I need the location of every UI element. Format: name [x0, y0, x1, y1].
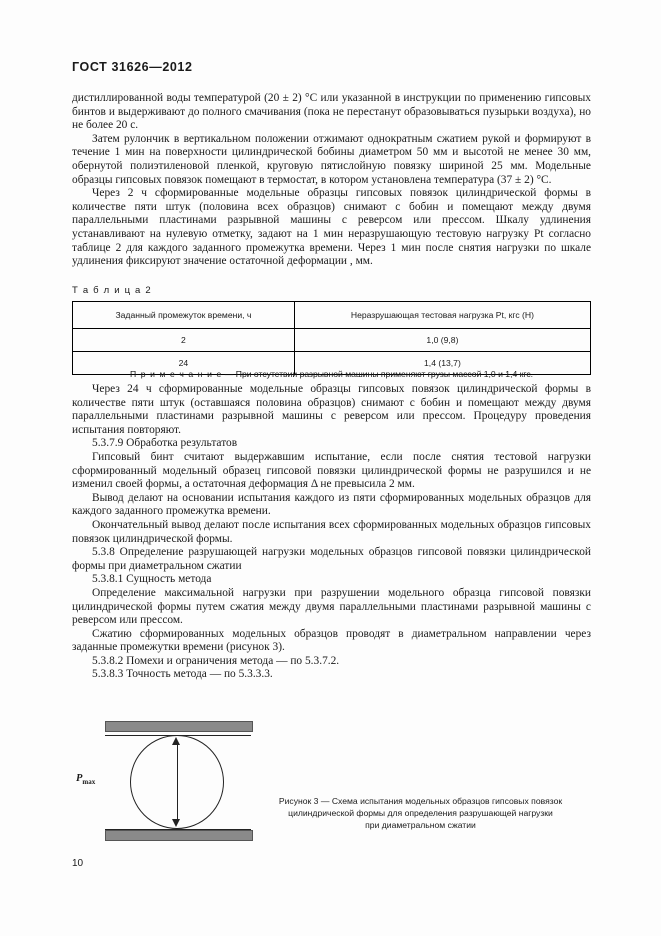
figure-3-diagram: [72, 715, 262, 845]
paragraph: Через 24 ч сформированные модельные образцы гипсовых повязок цилиндрической формы в количестве пяти штук (оставшаяся половина образцов) снимают с бобин и помещают между двумя параллельными пластинами разрывной машины с реверсом или прессом. Процедуру проведения испытания повторяют.: [72, 383, 591, 436]
load-label: [76, 773, 95, 786]
arrow-up-icon: [172, 737, 180, 745]
paragraph: Вывод делают на основании испытания каждого из пяти сформированных модельных образцов для каждого заданного промежутка времени.: [72, 491, 591, 518]
paragraph: дистиллированной воды температурой (20 ± 2) °С или указанной в инструкции по применению гипсовых бинтов и выдерживают до полного смачивания (пока не перестанут образовываться пузырьки воздуха), но не более 20 с.: [72, 92, 591, 132]
clause-heading: 5.3.8.2 Помехи и ограничения метода — по 5.3.7.2.: [92, 654, 340, 667]
table-cell: 2: [73, 329, 295, 352]
figure-caption-line: при диаметральном сжатии: [365, 820, 476, 830]
test-load-table: [72, 301, 591, 375]
table-note: [72, 369, 591, 379]
figure-caption-line: Рисунок 3 — Схема испытания модельных образцов гипсовых повязок: [278, 796, 563, 806]
table-note-text: — При отсутствии разрывной машины применяют грузы массой 1,0 и 1,4 кгс.: [224, 369, 534, 379]
table-cell: 24: [73, 352, 295, 375]
arrow-down-icon: [172, 819, 180, 827]
clause-heading: 5.3.8.3 Точность метода — по 5.3.3.3.: [92, 668, 273, 681]
table-caption: Т а б л и ц а 2: [72, 285, 152, 296]
table-cell: 1,0 (9,8): [294, 329, 590, 352]
figure-caption-line: цилиндрической формы для определения разрушающей нагрузки: [288, 808, 553, 818]
contact-line-bottom: [105, 829, 251, 830]
clause-heading: 5.3.8.1 Сущность метода: [92, 573, 212, 586]
paragraph: Сжатию сформированных модельных образцов проводят в диаметральном направлении через заданные промежутки времени (рисунок 3).: [72, 627, 591, 654]
page-number: 10: [72, 858, 84, 869]
compression-plate-top: [105, 721, 253, 732]
table-header-row: [73, 302, 591, 329]
paragraph: Определение максимальной нагрузки при разрушении модельного образца гипсовой повязки цилиндрической формы путем сжатия между двумя параллельными пластинами разрывной машины с реверсом или прессом.: [72, 586, 591, 627]
clause-heading: 5.3.7.9 Обработка результатов: [92, 437, 238, 450]
body-text-block-2: [72, 383, 591, 682]
load-axis-line: [177, 741, 178, 823]
figure-caption: [250, 795, 591, 831]
paragraph: Гипсовый бинт считают выдержавшим испытание, если после снятия тестовой нагрузки сформированный модельный образец гипсовой повязки цилиндрической формы не разрушился и не изменил своей формы, а остаточная деформация Δ не превысила 2 мм.: [72, 450, 591, 491]
table-header-cell: Заданный промежуток времени, ч: [73, 302, 295, 329]
table-note-label: П р и м е ч а н и е: [129, 369, 223, 379]
page-header: ГОСТ 31626—2012: [72, 60, 193, 74]
clause-heading: 5.3.8 Определение разрушающей нагрузки модельных образцов гипсовой повязки цилиндрической формы при диаметральном сжатии: [72, 546, 591, 572]
paragraph: Окончательный вывод делают после испытания всех сформированных модельных образцов гипсовых повязок цилиндрической формы.: [72, 518, 591, 545]
load-symbol: P: [76, 773, 83, 784]
body-text-block-1: [72, 92, 591, 269]
table-row: [73, 329, 591, 352]
table-cell: 1,4 (13,7): [294, 352, 590, 375]
compression-plate-bottom: [105, 830, 253, 841]
load-subscript: max: [82, 778, 96, 787]
paragraph: Затем рулончик в вертикальном положении отжимают однократным сжатием рукой и формируют в течение 1 мин на поверхности цилиндрической бобины диаметром 50 мм и высотой не менее 30 мм, обернутой полиэтиленовой пленкой, круговую пятислойную повязку шириной 25 мм. Модельные образцы гипсовых повязок помещают в термостат, в котором установлена температура (37 ± 2) °С.: [72, 132, 591, 186]
table-header-cell: Неразрушающая тестовая нагрузка Рt, кгс (Н): [294, 302, 590, 329]
paragraph: Через 2 ч сформированные модельные образцы гипсовых повязок цилиндрической формы в количестве пяти штук (половина всех образцов) снимают с бобин и помещают между двумя параллельными пластинами разрывной машины с реверсом или прессом. Шкалу удлинения устанавливают на нулевую отметку, задают на 1 мин неразрушающую тестовую нагрузку Рt согласно таблице 2 для каждого заданного промежутка времени. Через 1 мин после снятия нагрузки по шкале удлинения фиксируют значение остаточной деформации , мм.: [72, 187, 591, 268]
